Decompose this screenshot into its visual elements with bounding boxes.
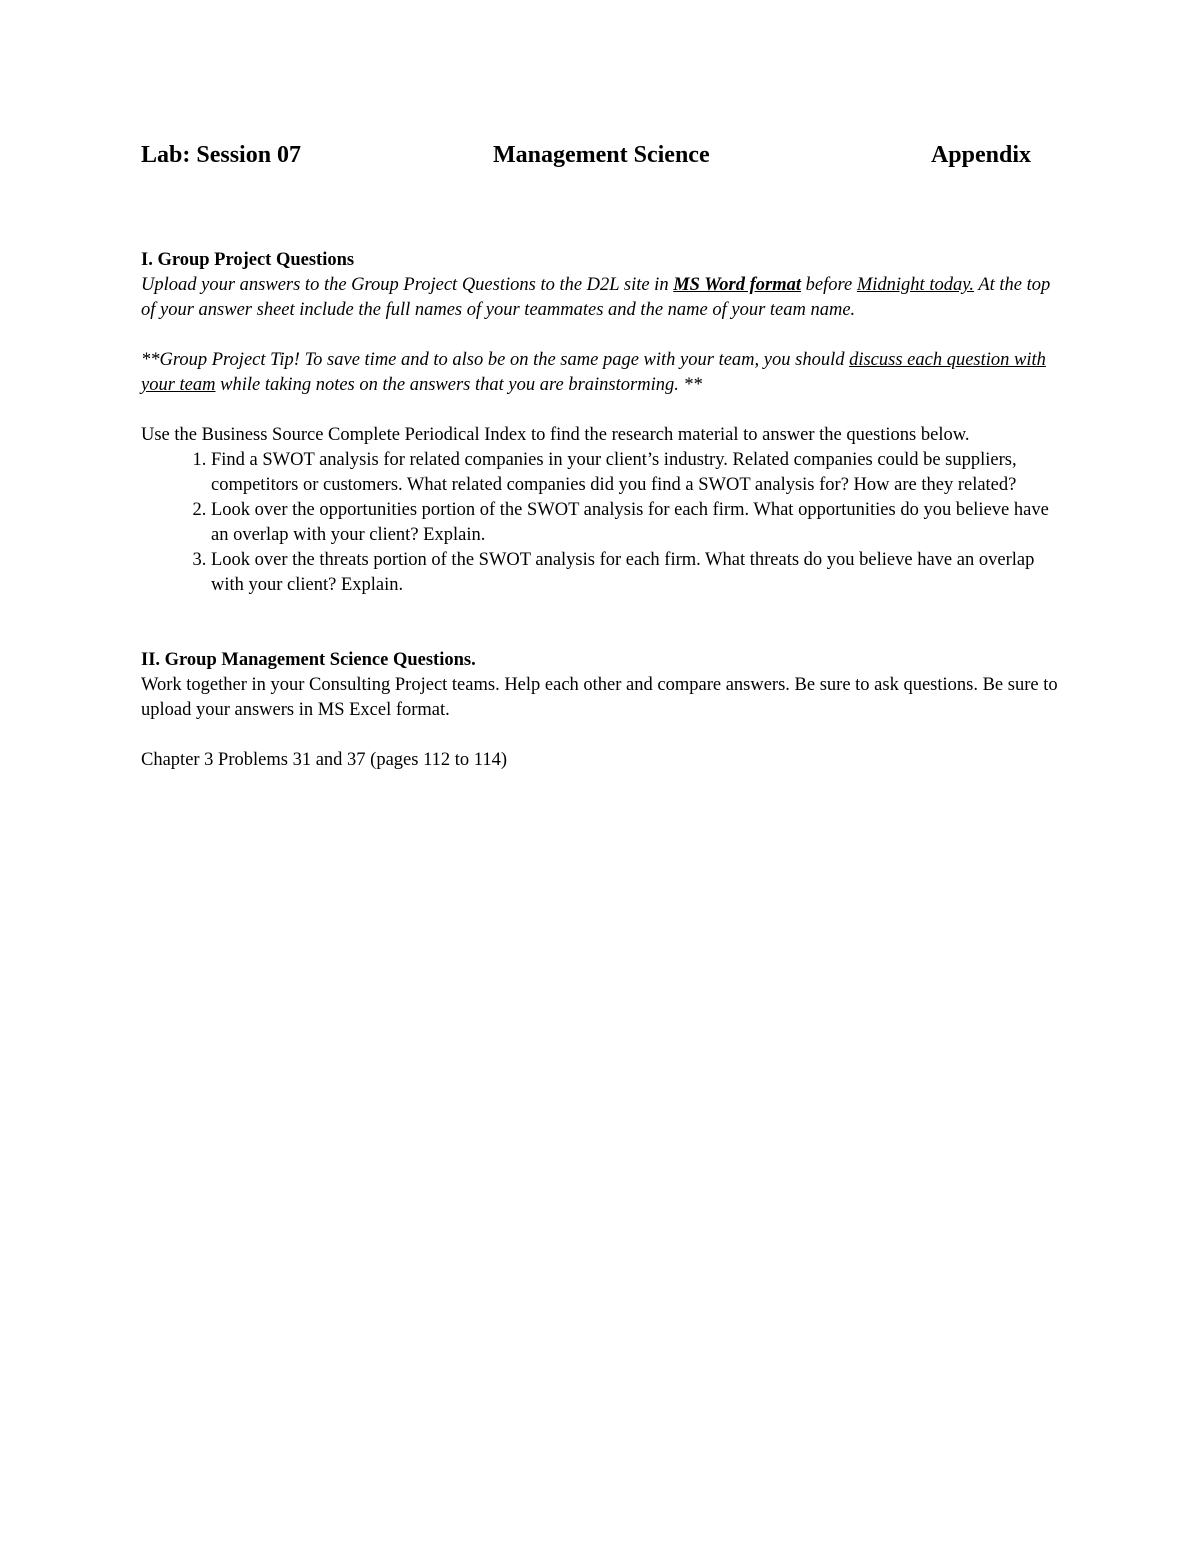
list-item: 2. Look over the opportunities portion of the SWOT analysis for each firm. What opportunities do you believe have an overlap with your client? Explain. — [211, 498, 1061, 548]
list-item: 3. Look over the threats portion of the SWOT analysis for each firm. What threats do you believe have an overlap with your client? Explain. — [211, 548, 1061, 598]
spacer — [141, 598, 1061, 648]
instructions-text-2: before — [801, 275, 857, 295]
format-emphasis: MS Word format — [673, 275, 802, 295]
spacer — [141, 398, 1061, 423]
question-list — [141, 448, 1061, 598]
page-header — [141, 142, 1031, 176]
header-appendix: Appendix — [930, 142, 1031, 168]
section-1-instructions — [141, 273, 1061, 323]
header-session: Lab: Session 07 — [141, 142, 302, 168]
spacer — [141, 323, 1061, 348]
section-2-body: Work together in your Consulting Project teams. Help each other and compare answers. Be sure to ask questions. Be sure to upload your answers in MS Excel format. — [141, 675, 1058, 720]
group-project-tip — [141, 348, 1061, 398]
section-2-title: II. Group Management Science Questions. — [141, 650, 476, 670]
document-body — [141, 248, 1061, 773]
instructions-text-1: Upload your answers to the Group Project Questions to the D2L site in — [141, 275, 674, 295]
tip-emphasis: discuss each question with your team — [141, 350, 1046, 395]
tip-text-1: **Group Project Tip! To save time and to also be on the same page with your team, you should — [141, 350, 850, 370]
chapter-assignment: Chapter 3 Problems 31 and 37 (pages 112 to 114) — [141, 750, 507, 770]
section-1-title: I. Group Project Questions — [141, 250, 355, 270]
tip-text-2: while taking notes on the answers that you are brainstorming. ** — [215, 375, 702, 395]
header-course: Management Science — [493, 142, 710, 168]
instructions-text-3: At the top of your answer sheet include the full names of your teammates and the name of your team name. — [141, 275, 1051, 320]
spacer — [141, 723, 1061, 748]
deadline-emphasis: Midnight today. — [856, 275, 975, 295]
list-item: 1. Find a SWOT analysis for related companies in your client’s industry. Related companies could be suppliers, competitors or customers. What related companies did you find a SWOT analysis for? How are they related? — [211, 448, 1061, 498]
research-intro: Use the Business Source Complete Periodical Index to find the research material to answer the questions below. — [141, 425, 970, 445]
